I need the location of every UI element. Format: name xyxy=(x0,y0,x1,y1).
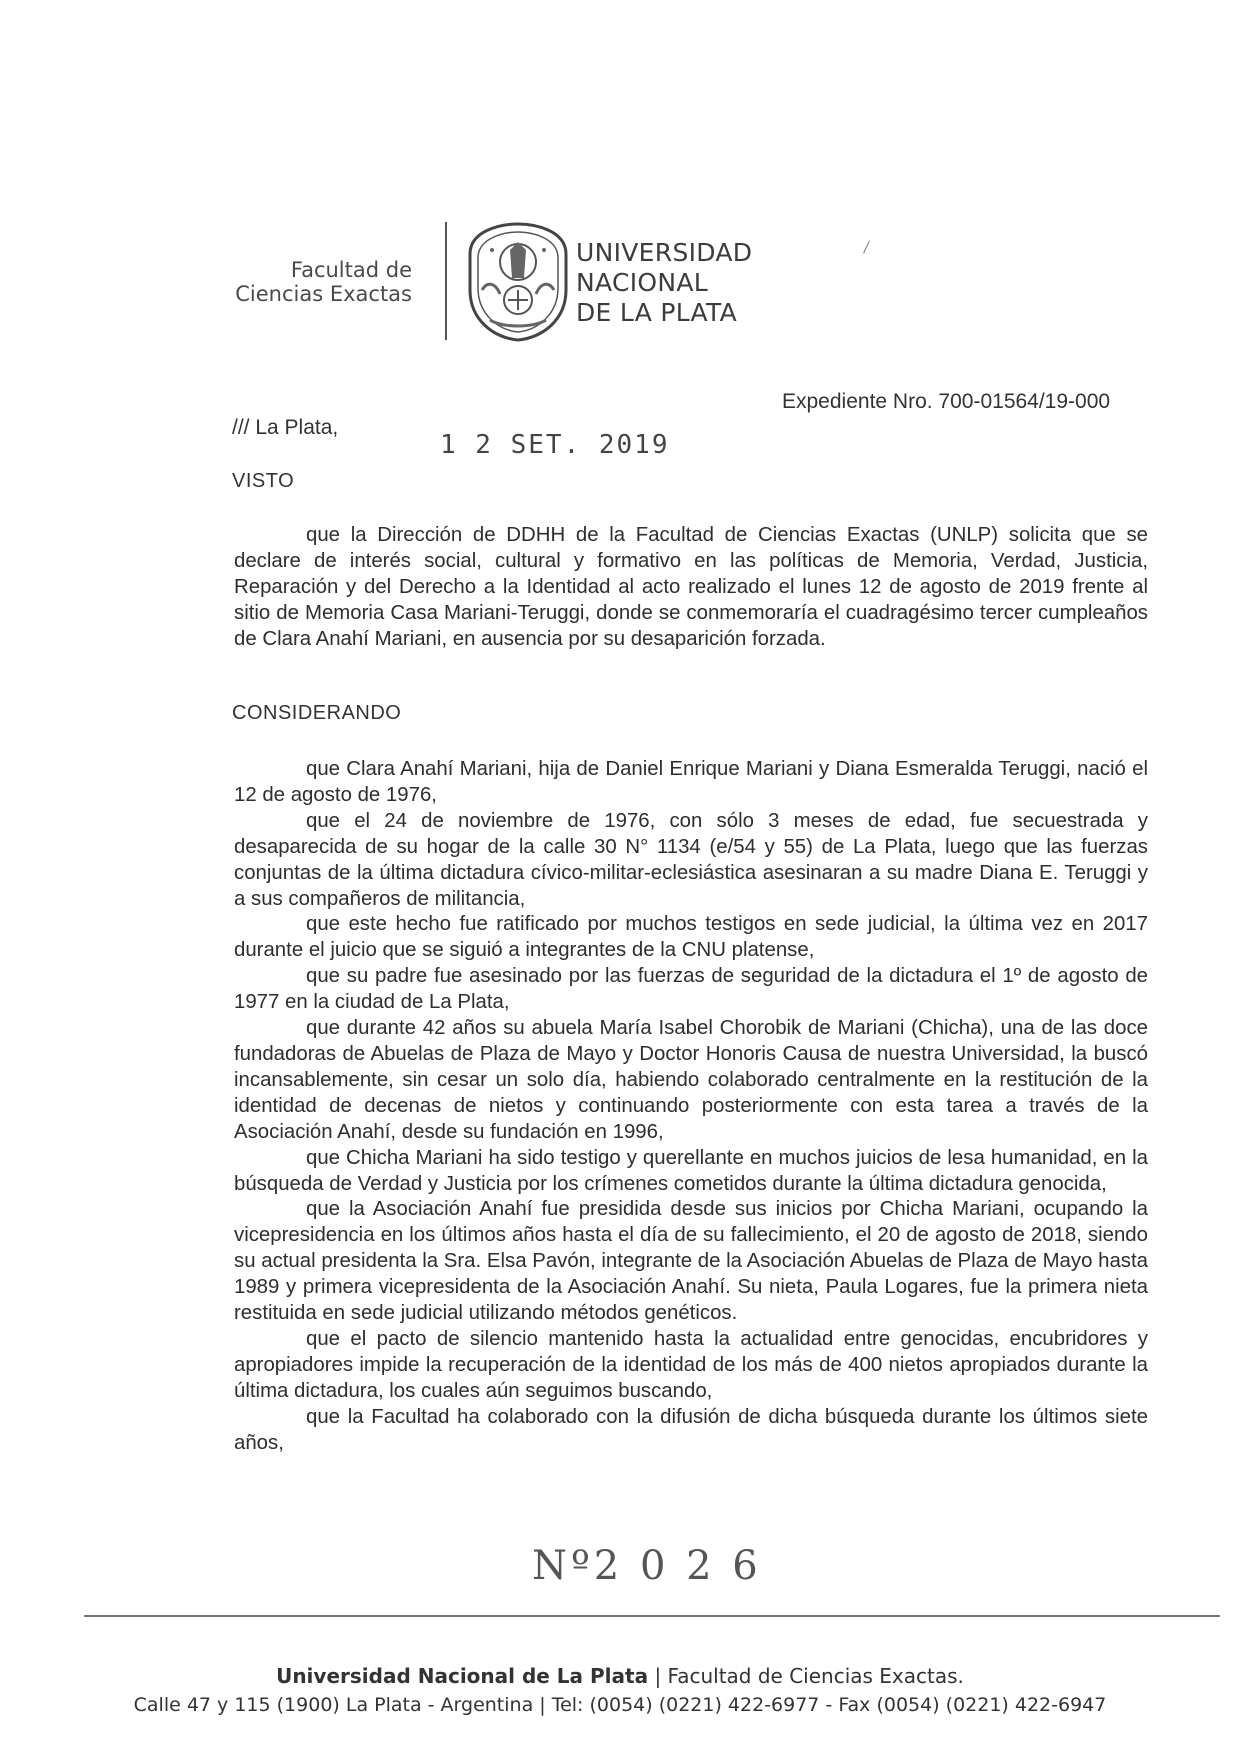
considerando-heading: CONSIDERANDO xyxy=(232,702,402,724)
faculty-name-line2: Ciencias Exactas xyxy=(235,282,412,306)
footer-institution xyxy=(0,1664,1240,1688)
resolution-number-stamp: Nº2 0 2 6 xyxy=(532,1543,762,1589)
university-name-line2: NACIONAL xyxy=(576,268,709,297)
considerando-paragraph: que durante 42 años su abuela María Isabel Chorobik de Mariani (Chicha), una de las doce fundadoras de Abuelas de Plaza de Mayo y Doctor Honoris Causa de nuestra Universidad, la buscó incansablemente, sin cesar un solo día, habiendo colaborado centralmente en la restitución de la identidad de decenas de nietos y continuando posteriormente con esta tarea a través de la Asociación Anahí, desde su fundación en 1996, xyxy=(234,1017,1148,1143)
considerando-paragraph: que el 24 de noviembre de 1976, con sólo 3 meses de edad, fue secuestrada y desaparecida de su hogar de la calle 30 N° 1134 (e/54 y 55) de La Plata, luego que las fuerzas conjuntas de la última dictadura cívico-militar-eclesiástica asesinaran a su madre Diana E. Teruggi y a sus compañeros de militancia, xyxy=(234,809,1148,910)
considerando-paragraph: que la Facultad ha colaborado con la difusión de dicha búsqueda durante los últimos siete años, xyxy=(234,1405,1148,1454)
footer-contact: Calle 47 y 115 (1900) La Plata - Argentina | Tel: (0054) (0221) 422-6977 - Fax (0054) (0221) 422-6947 xyxy=(133,1694,1107,1716)
considerando-paragraph: que este hecho fue ratificado por muchos testigos en sede judicial, la última vez en 2017 durante el juicio que se siguió a integrantes de la CNU platense, xyxy=(234,913,1148,962)
considerando-paragraph: que Clara Anahí Mariani, hija de Daniel Enrique Mariani y Diana Esmeralda Teruggi, nació el 12 de agosto de 1976, xyxy=(234,758,1148,806)
unlp-seal-icon xyxy=(462,220,574,344)
expediente-number: Expediente Nro. 700-01564/19-000 xyxy=(782,390,1111,413)
considerando-paragraph: que la Asociación Anahí fue presidida desde sus inicios por Chicha Mariani, ocupando la vicepresidencia en los últimos años hasta el día de su fallecimiento, el 20 de agosto de 2018, siendo su actual presidenta la Sra. Elsa Pavón, integrante de la Asociación Abuelas de Plaza de Mayo hasta 1989 y primera vicepresidenta de la Asociación Anahí. Su nieta, Paula Logares, fue la primera nieta restituida en sede judicial utilizando métodos genéticos. xyxy=(234,1198,1148,1325)
considerando-paragraph: que el pacto de silencio mantenido hasta la actualidad entre genocidas, encubridores y apropiadores impide la recuperación de la identidad de los más de 400 nietos apropiados durante la última dictadura, los cuales aún seguimos buscando, xyxy=(234,1327,1148,1402)
visto-paragraph: que la Dirección de DDHH de la Facultad de Ciencias Exactas (UNLP) solicita que se declare de interés social, cultural y formativo en las políticas de Memoria, Verdad, Justicia, Reparación y del Derecho a la Identidad al acto realizado el lunes 12 de agosto de 2019 frente al sitio de Memoria Casa Mariani-Teruggi, donde se conmemoraría el cuadragésimo tercer cumpleaños de Clara Anahí Mariani, en ausencia por su desaparición forzada. xyxy=(234,524,1148,650)
header-divider xyxy=(445,222,447,340)
considerando-paragraph: que su padre fue asesinado por las fuerzas de seguridad de la dictadura el 1º de agosto de 1977 en la ciudad de La Plata, xyxy=(234,965,1148,1014)
date-stamp: 1 2 SET. 2019 xyxy=(440,430,670,460)
place-line: /// La Plata, xyxy=(232,416,339,439)
considerando-paragraph: que Chicha Mariani ha sido testigo y querellante en muchos juicios de lesa humanidad, en la búsqueda de Verdad y Justicia por los crímenes cometidos durante la última dictadura genocida, xyxy=(234,1146,1148,1195)
considerando-body xyxy=(234,757,1148,1456)
footer-university: Universidad Nacional de La Plata xyxy=(276,1664,649,1688)
university-name xyxy=(576,238,752,328)
footer-divider xyxy=(84,1615,1220,1617)
university-name-line1: UNIVERSIDAD xyxy=(576,238,753,267)
university-name-line3: DE LA PLATA xyxy=(576,298,738,327)
visto-heading: VISTO xyxy=(232,470,295,492)
pen-mark xyxy=(863,240,870,253)
faculty-name xyxy=(200,258,412,306)
footer-faculty: | Facultad de Ciencias Exactas. xyxy=(648,1664,964,1688)
visto-body xyxy=(234,523,1148,653)
faculty-name-line1: Facultad de xyxy=(290,258,412,282)
